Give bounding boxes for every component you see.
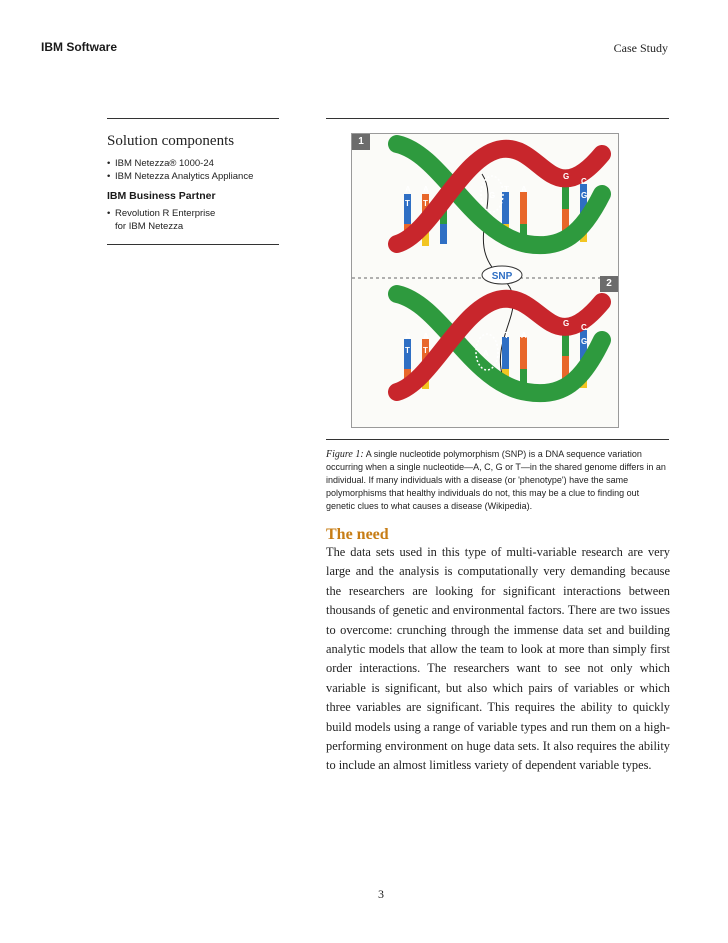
svg-text:T: T [504,185,509,194]
snp-label: SNP [491,271,513,282]
svg-text:G: G [581,191,588,200]
figure-caption [326,448,670,513]
page-number: 3 [378,887,384,901]
svg-text:A: A [423,332,429,341]
svg-text:T: T [405,199,410,208]
figure-bottom-rule [326,439,669,440]
solution-components-list [107,157,279,183]
svg-text:A: A [423,185,429,194]
caption-text: A single nucleotide polymorphism (SNP) is a DNA sequence variation occurring when a single nucleotide—A, C, G or T—in the shared genome differs in an individual. If many individuals with a disease (or 'phenotype') have the same polymorphisms that healthy individuals do not, this may be a clue to finding out genetic clues to what causes a disease (Wikipedia). [326,449,666,511]
svg-text:T: T [423,346,428,355]
list-item: • IBM Netezza Analytics Appliance [107,170,279,183]
dna-helix-graphic [352,134,618,427]
svg-text:G: G [489,191,496,200]
document-type: Case Study [613,41,668,55]
svg-text:A: A [521,331,527,340]
content-top-rule [326,118,669,119]
svg-text:C: C [581,323,587,332]
list-item: • IBM Netezza® 1000-24 [107,157,279,170]
svg-text:G: G [581,337,588,346]
svg-text:A: A [483,349,489,358]
panel-label-1: 1 [352,134,370,150]
sidebar-top-rule [107,118,279,119]
list-item: • Revolution R Enterprise for IBM Netezza [107,207,217,233]
snp-badge [482,266,522,284]
svg-text:T: T [504,331,509,340]
section-heading: The need [326,526,389,543]
svg-text:T: T [405,346,410,355]
svg-text:G: G [563,172,570,181]
svg-text:T: T [423,199,428,208]
sidebar-title: Solution components [107,133,235,149]
partner-list [107,207,217,233]
brand-name: IBM Software [41,40,118,54]
bottom-helix [397,294,602,393]
top-helix [397,144,602,246]
sidebar-bottom-rule [107,244,279,245]
panel-label-2: 2 [600,276,618,292]
caption-lead: Figure 1: [326,449,364,460]
svg-text:A: A [521,185,527,194]
svg-text:A: A [405,332,411,341]
partner-heading: IBM Business Partner [107,190,216,202]
snp-dna-illustration [351,133,619,428]
section-body: The data sets used in this type of multi-variable research are very large and the analysis is computationally very demanding because the researchers are looking for significant interactions between thousands of genetic and environmental factors. There are two issues to overcome: crunching through the immense data set and building analytic models that allow the team to look at more than simply first order interactions. The researchers want to see not only which variable is significant, but also which pairs of variables or which three variables are significant. This requires the ability to quickly build models using a range of variable types and run them on a high-performing environment on huge data sets. It also requires the ability to include an almost limitless variety of dependent variable types. [326,545,670,773]
svg-text:C: C [581,177,587,186]
svg-text:G: G [563,319,570,328]
svg-text:A: A [405,185,411,194]
